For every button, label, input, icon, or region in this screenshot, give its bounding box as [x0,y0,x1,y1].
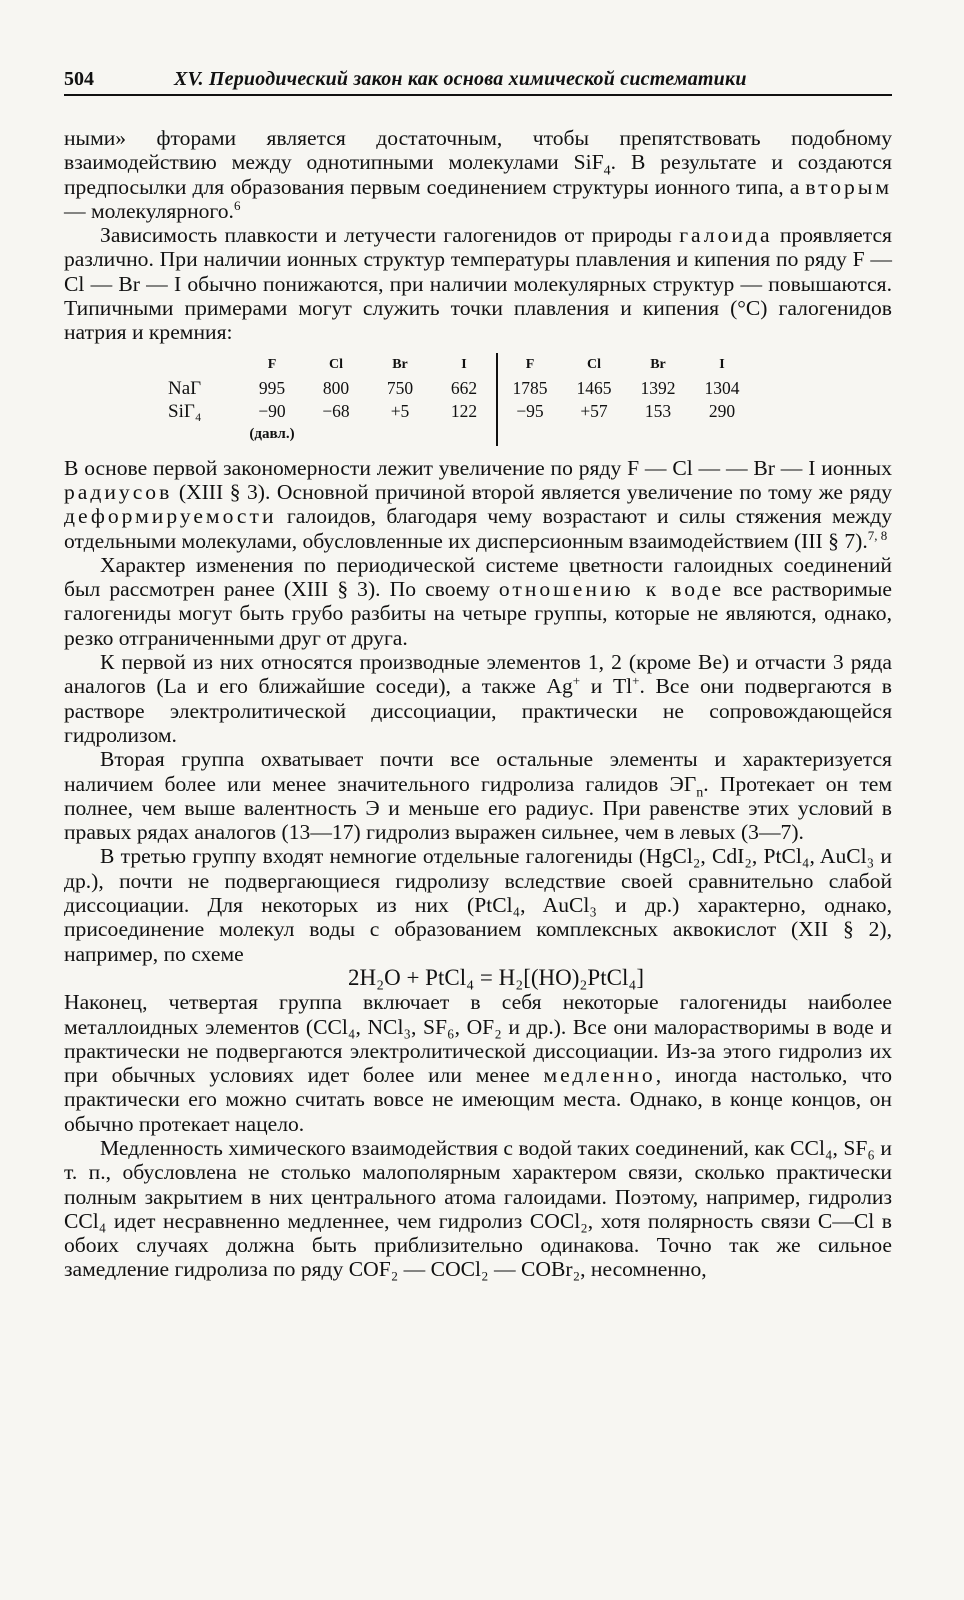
table-header-cell: Br [392,357,408,373]
spaced-word: деформируемости [64,504,277,529]
table-cell: 1465 [576,377,612,398]
text-run: Характер изменения по периодической системе цветности галоидных соединений был рассмотрен ранее (XIII § 3). По своему [64,552,892,602]
table-cell: 153 [644,400,672,421]
table-cell: 1392 [640,377,676,398]
spaced-word: медленно [543,1063,656,1088]
table-cell: +5 [390,400,410,421]
footnote-marker: 7, 8 [867,527,888,543]
table-header-cell: Cl [329,357,343,373]
paragraph-2 [64,223,892,344]
superscript: + [572,673,581,689]
table-cell: −90 [258,400,286,421]
page-number: 504 [64,68,94,90]
footnote-marker: 6 [233,197,241,213]
table-header-cell: Br [650,357,666,373]
text-run: , иногда настолько, что практически его можно считать вовсе не имеющим места. Однако, в конце концов, он обычно протекает нацело. [64,1063,892,1136]
paragraph-4 [64,553,892,650]
text-run: К первой из них относятся производные элементов 1, 2 (кроме Be) и отчасти 3 ряда аналогов (La и его ближайшие соседи), а также Ag [64,650,892,699]
table-cell: −95 [497,400,562,423]
text-run: галоидов, благодаря чему возрастают и силы стяжения между отдельными молекулами, обусловленные их дисперсионным взаимодействием (III § 7). [64,504,892,553]
table-cell: 800 [322,377,350,398]
paragraph-5 [64,650,892,747]
table-cell: 1304 [704,377,740,398]
table-note: (давл.) [249,425,295,442]
subscript: 4 [603,163,611,179]
spaced-word: галоида [679,223,773,248]
text-run: все растворимые галогениды могут быть грубо разбиты на четыре группы, которые не являются, однако, резко отграниченными друг от друга. [64,577,893,650]
text-run: В основе первой закономерности лежит увеличение по ряду F — Cl — — Br — I ионных [64,455,892,480]
spaced-word: радиусов [64,479,173,504]
text-run: Вторая группа охватывает почти все остальные элементы и характеризуется наличием более или менее значительного гидролиза галидов ЭГ [64,747,892,796]
page-header [64,68,892,96]
table-cell: 122 [450,400,478,421]
text-run: (XIII § 3). Основной причиной второй является увеличение по тому же ряду [172,479,892,504]
text-run: Зависимость плавкости и летучести галогенидов от природы [100,223,680,248]
paragraph-1 [64,126,892,223]
table-cell: 750 [386,377,414,398]
table-cell: 995 [258,377,286,398]
table-corner [168,353,240,377]
text-run: . В результате и создаются предпосылки для образования первым соединением структуры ионного типа, а [64,150,892,199]
table-blank [168,423,240,446]
table-row [168,400,754,423]
table-cell: 1785 [497,377,562,400]
table-note-row [168,423,754,446]
text-run: и Tl [580,674,633,699]
table-header-cell: I [461,357,467,373]
table-header-cell: Cl [587,357,601,373]
paragraph-6 [64,747,892,844]
body-text [64,126,892,1282]
text-run: Наконец, четвертая группа включает в себя некоторые галогениды наиболее металлоидных элементов (CCl₄, NCl₃, SF₆, OF₂ и др.). Все они малорастворимы в воде и практически не подвергаются электролитической диссоциации. Из-за этого гидролиз их при обычных условиях идет более или менее [64,990,892,1088]
table-cell: +57 [580,400,608,421]
text-run: ными» фторами является достаточным, чтобы препятствовать подобному взаимодействию между однотипными молекулами SiF [64,126,892,175]
spaced-word: отношению к воде [498,577,725,602]
paragraph-3 [64,456,892,553]
chemical-equation: 2H₂O + PtCl₄ = H₂[(HO)₂PtCl₄] [347,964,645,990]
paragraph-7: В третью группу входят немногие отдельные галогениды (HgCl₂, CdI₂, PtCl₄, AuCl₃ и др.), почти не подвергающиеся гидролизу вследствие своей сравнительно слабой диссоциации. Для некоторых из них (PtCl₄, AuCl₃ и др.) характерно, однако, присоединение молекул воды с образованием комплексных аквокислот (XII § 2), например, по схеме [64,844,892,966]
text-run: . Протекает он тем полнее, чем выше валентность Э и меньше его радиус. При равенстве этих условий в правых рядах аналогов (13—17) гидролиз выражен сильнее, чем в левых (3—7). [64,771,892,845]
text-run: . Все они подвергаются в растворе электролитической диссоциации, практически не сопровождающейся гидролизом. [64,674,892,747]
spaced-word: вторым [805,174,892,199]
table-header-cell: F [267,357,277,373]
table-cell: 662 [450,377,478,398]
melting-boiling-table [168,353,754,446]
running-title: XV. Периодический закон как основа химической систематики [174,68,747,90]
table-cell: 290 [708,400,736,421]
text-run: проявляется различно. При наличии ионных структур температуры плавления и кипения по ряду F — Cl — Br — I обычно понижаются, при наличии молекулярных структур — повышаются. Типичными примерами могут служить точки плавления и кипения (°C) галогенидов натрия и кремния: [64,223,892,345]
paragraph-8 [64,990,892,1136]
text-run: — молекулярного. [64,198,234,223]
row-label: NaГ [168,377,202,399]
subscript: n [696,784,704,800]
table-header-row [168,353,754,377]
table-row [168,377,754,400]
table-header-cell: I [719,357,725,373]
table-cell: −68 [322,400,350,421]
superscript: + [632,673,640,689]
row-label: SiГ₄ [168,400,202,422]
table-header-cell: F [497,353,562,377]
paragraph-9: Медленность химического взаимодействия с водой таких соединений, как CCl₄, SF₆ и т. п., обусловлена не столько малополярным характером связи, сколько практически полным закрытием в них центрального атома галоидами. Поэтому, например, гидролиз CCl₄ идет несравненно медленнее, чем гидролиз COCl₂, хотя полярность связи C—Cl в обоих случаях должна быть приблизительно одинакова. Точно так же сильное замедление гидролиза по ряду COF₂ — COCl₂ — COBr₂, несомненно, [64,1135,892,1282]
